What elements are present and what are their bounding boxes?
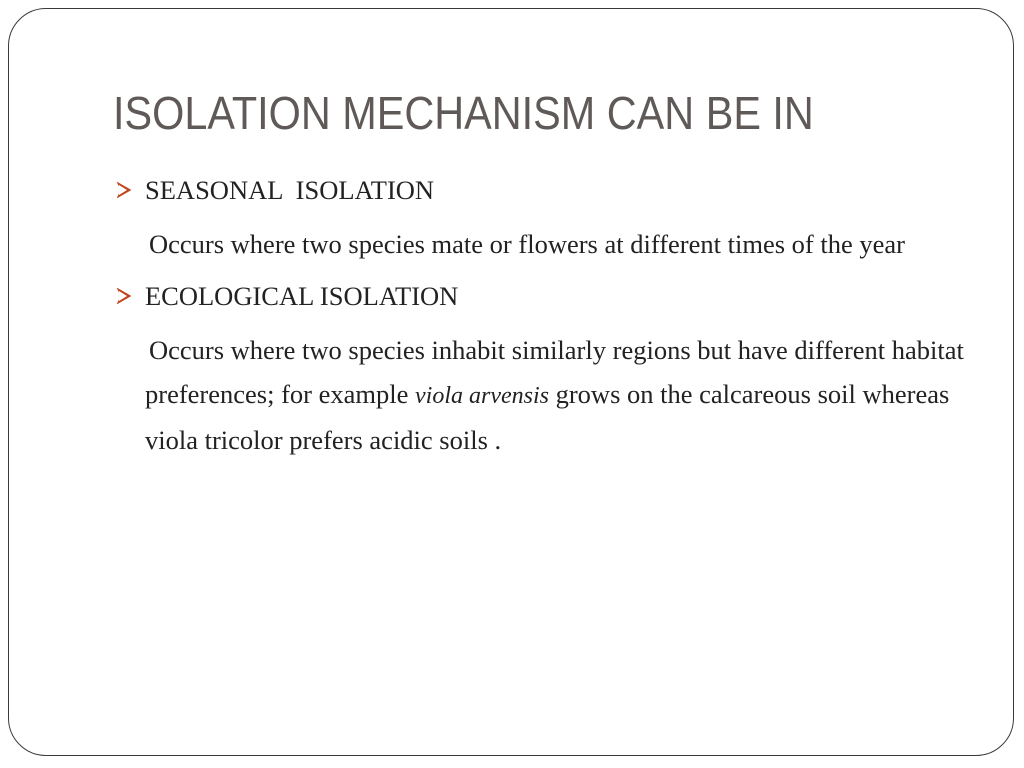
slide-title: ISOLATION MECHANISM CAN BE IN (113, 87, 814, 139)
bullet-seasonal-isolation (113, 168, 963, 212)
arrowhead-bullet-icon (115, 181, 133, 199)
arrowhead-bullet-icon (115, 287, 133, 305)
paragraph-text: Occurs where two species mate or flowers at different times of the year (149, 229, 905, 259)
paragraph-text-after: grows on the calcareous soil whereas viola tricolor prefers acidic soils . (145, 379, 950, 455)
slide-body (113, 168, 963, 470)
bullet-heading: ECOLOGICAL ISOLATION (145, 281, 459, 311)
bullet-heading: SEASONAL ISOLATION (145, 175, 435, 205)
ecological-isolation-description (113, 328, 965, 462)
seasonal-isolation-description (113, 222, 965, 266)
paragraph-text-before: Occurs where two species inhabit similarly regions but have different habitat preferences; for example (145, 335, 964, 409)
species-name-italic: viola arvensis (415, 383, 549, 409)
bullet-ecological-isolation (113, 274, 963, 318)
